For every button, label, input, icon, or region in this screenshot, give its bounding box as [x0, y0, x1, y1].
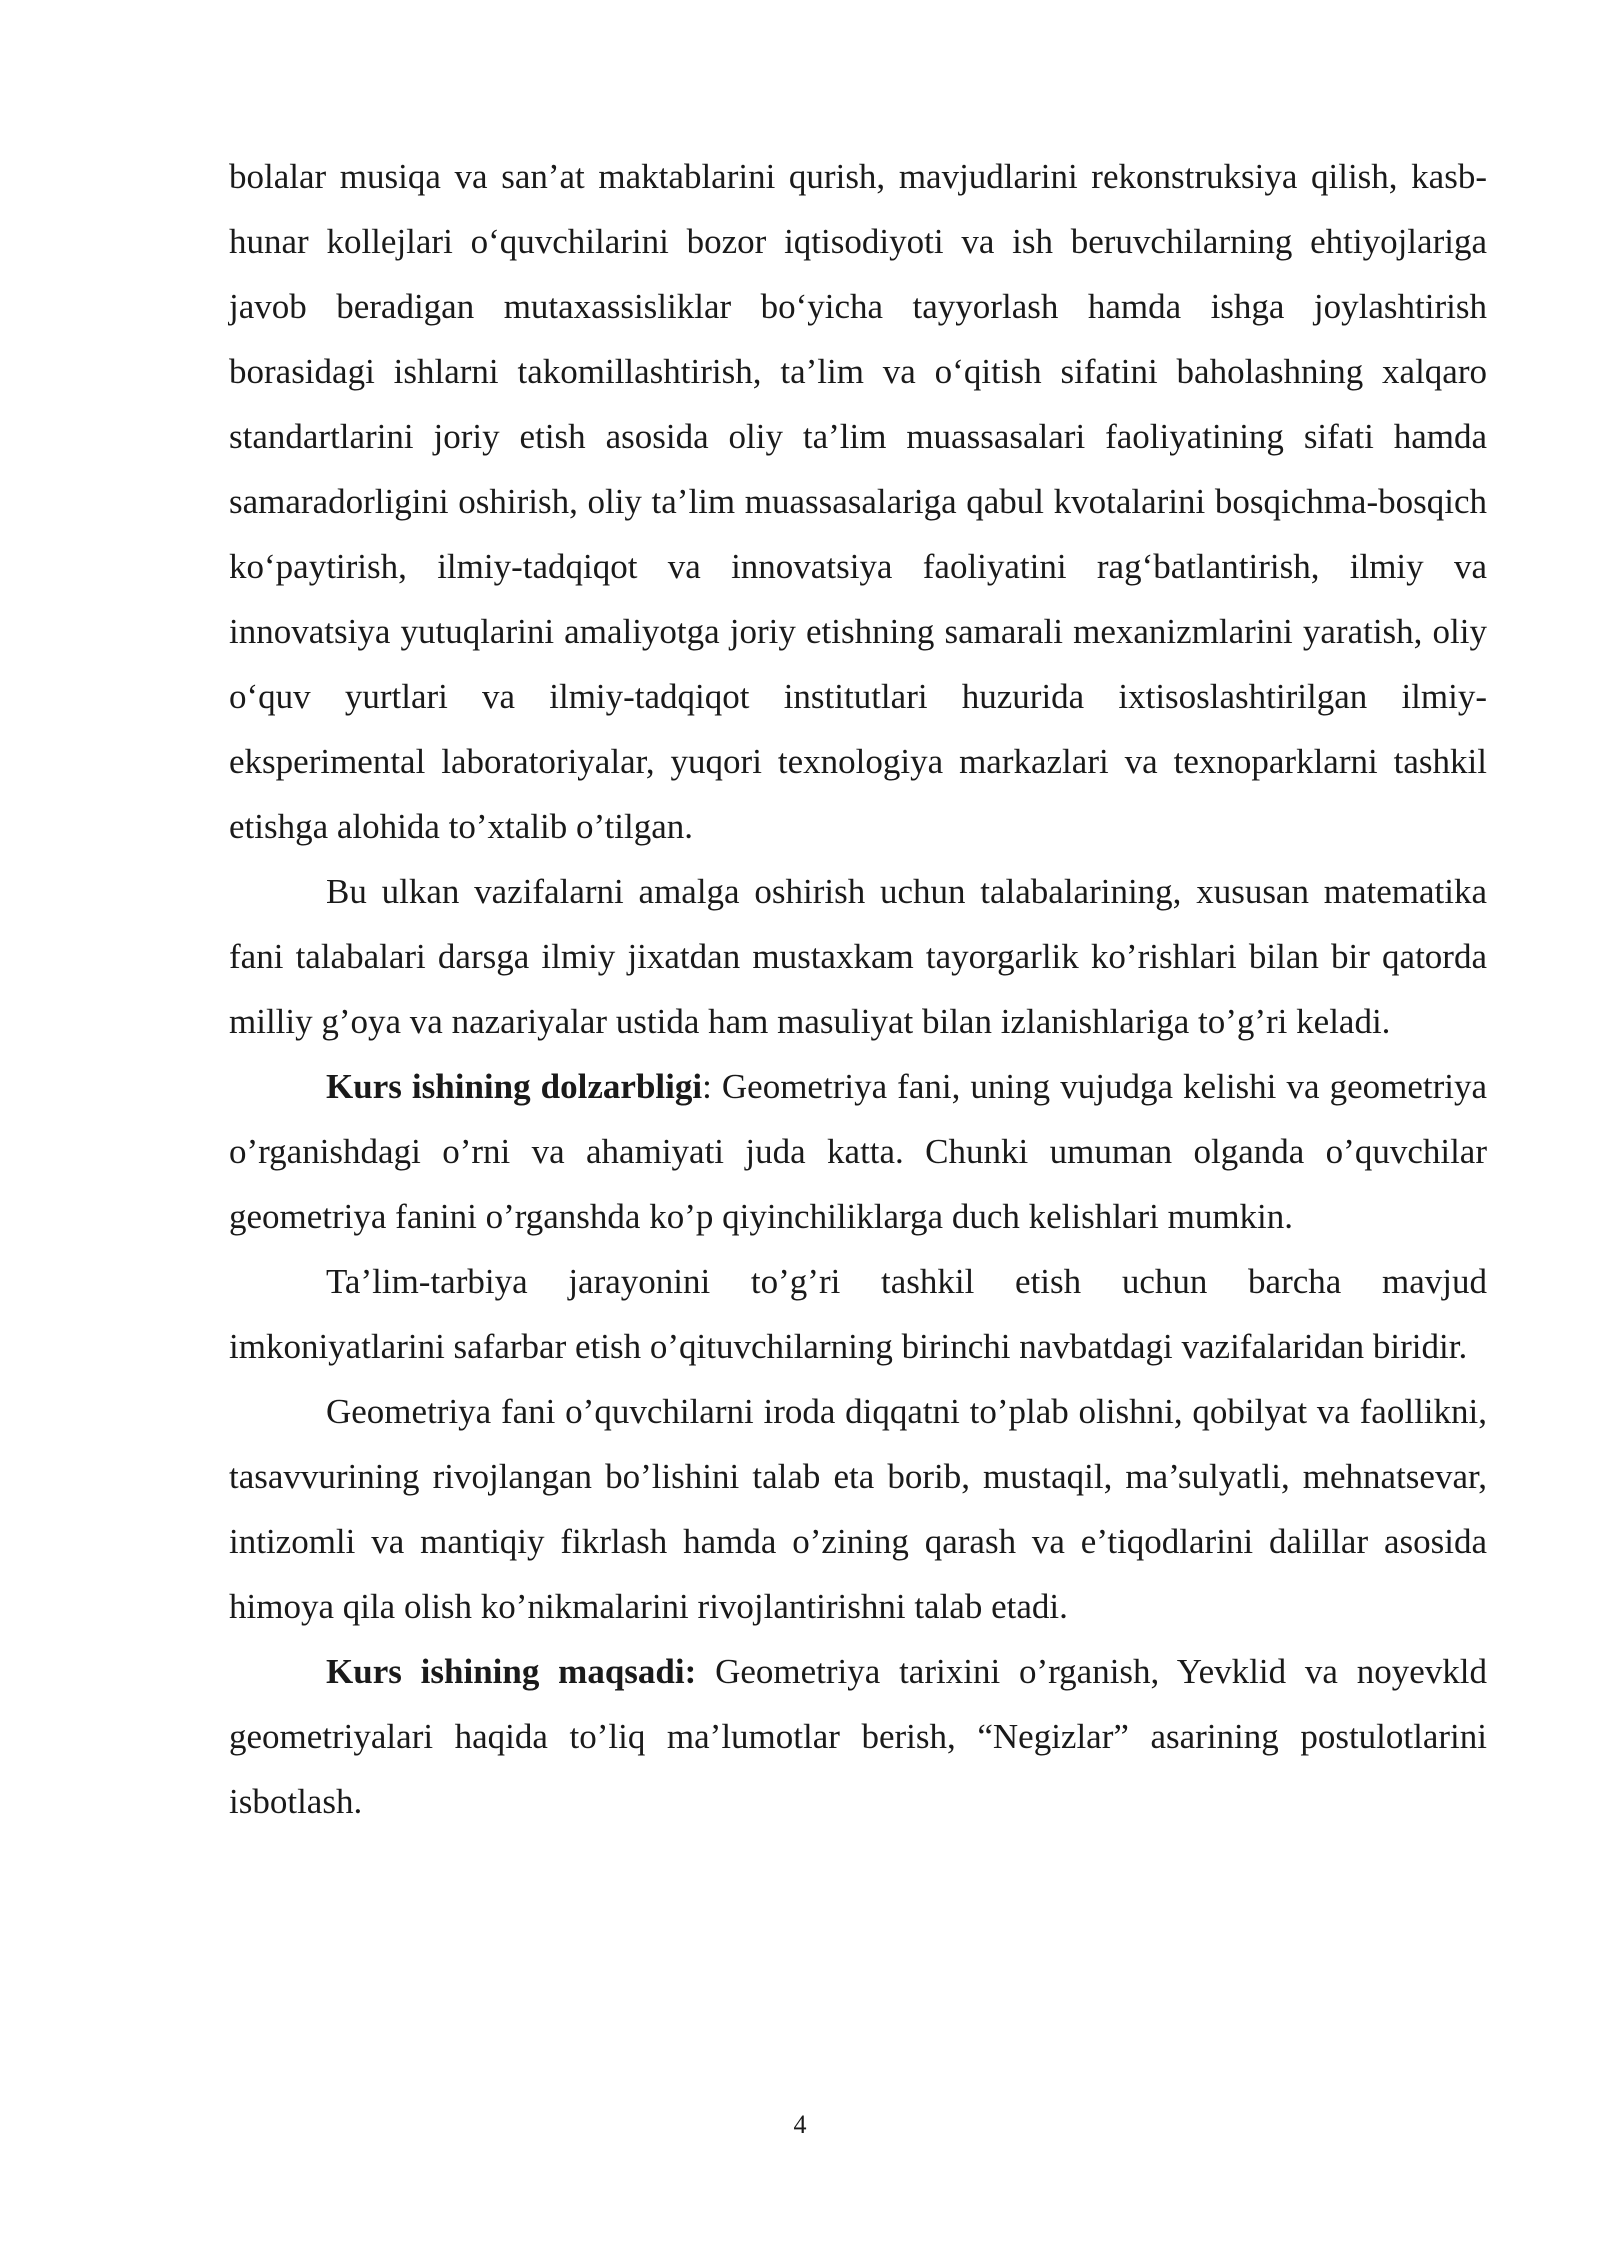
paragraph-5 [229, 1379, 1487, 1639]
paragraph-5-text: Geometriya fani o’quvchilarni iroda diqqatni to’plab olishni, qobilyat va faollikni, tasavvurining rivojlangan bo’lishini talab eta borib, mustaqil, ma’sulyatli, mehnatsevar, intizomli va mantiqiy fikrlash hamda o’zining qarash va e’tiqodlarini dalillar asosida himoya qila olish ko’nikmalarini rivojlantirishni talab etadi. [229, 1392, 1487, 1626]
paragraph-1 [229, 144, 1487, 859]
paragraph-1-text: bolalar musiqa va san’at maktablarini qurish, mavjudlarini rekonstruksiya qilish, kasb-hunar kollejlari o‘quvchilarini bozor iqtisodiyoti va ish beruvchilarning ehtiyojlariga javob beradigan mutaxassisliklar bo‘yicha tayyorlash hamda ishga joylashtirish borasidagi ishlarni takomillashtirish, ta’lim va o‘qitish sifatini baholashning xalqaro standartlarini joriy etish asosida oliy ta’lim muassasalari faoliyatining sifati hamda samaradorligini oshirish, oliy ta’lim muassasalariga qabul kvotalarini bosqichma-bosqich ko‘paytirish, ilmiy-tadqiqot va innovatsiya faoliyatini rag‘batlantirish, ilmiy va innovatsiya yutuqlarini amaliyotga joriy etishning samarali mexanizmlarini yaratish, oliy o‘quv yurtlari va ilmiy-tadqiqot institutlari huzurida ixtisoslashtirilgan ilmiy-eksperimental laboratoriyalar, yuqori texnologiya markazlari va texnoparklarni tashkil etishga alohida to’xtalib o’tilgan. [229, 157, 1487, 846]
paragraph-goal [229, 1639, 1487, 1834]
goal-text: Geometriya tarixini o’rganish, Yevklid va noyevkld geometriyalari haqida to’liq ma’lumotlar berish, “Negizlar” asarining postulotlarini isbotlash. [229, 1652, 1487, 1821]
goal-heading: Kurs ishining maqsadi: [326, 1652, 697, 1691]
paragraph-2-text: Bu ulkan vazifalarni amalga oshirish uchun talabalarining, xususan matematika fani talabalari darsga ilmiy jixatdan mustaxkam tayorgarlik ko’rishlari bilan bir qatorda milliy g’oya va nazariyalar ustida ham masuliyat bilan izlanishlariga to’g’ri keladi. [229, 872, 1487, 1041]
paragraph-relevance [229, 1054, 1487, 1249]
paragraph-4 [229, 1249, 1487, 1379]
paragraph-2 [229, 859, 1487, 1054]
relevance-text: : Geometriya fani, uning vujudga kelishi va geometriya o’rganishdagi o’rni va ahamiyati juda katta. Chunki umuman olganda o’quvchilar geometriya fanini o’rganshda ko’p qiyinchiliklarga duch kelishlari mumkin. [229, 1067, 1488, 1236]
paragraph-4-text: Ta’lim-tarbiya jarayonini to’g’ri tashkil etish uchun barcha mavjud imkoniyatlarini safarbar etish o’qituvchilarning birinchi navbatdagi vazifalaridan biridir. [229, 1262, 1487, 1366]
relevance-heading: Kurs ishining dolzarbligi [326, 1067, 703, 1106]
page-number: 4 [793, 2110, 807, 2139]
page-body [229, 144, 1487, 1834]
